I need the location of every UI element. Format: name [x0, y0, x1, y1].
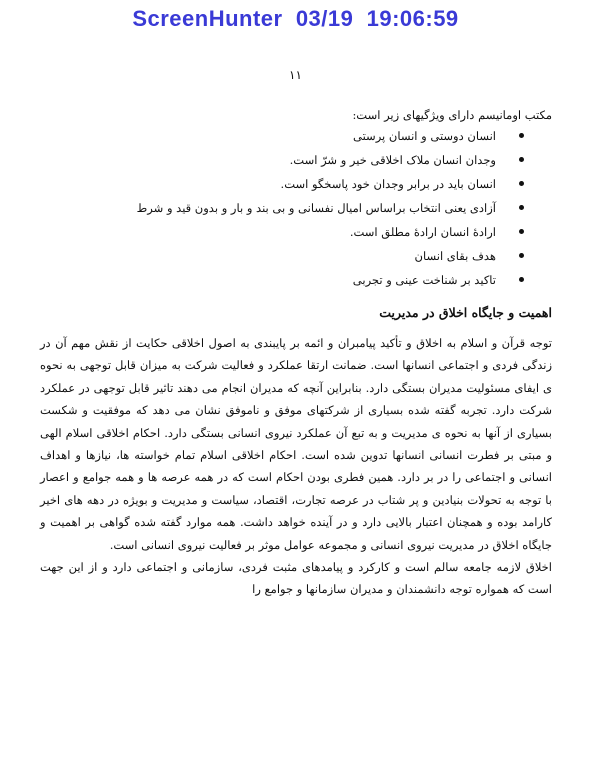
page-number: ۱۱	[289, 68, 302, 82]
bullet-item	[40, 200, 524, 216]
bullet-dot-icon	[519, 133, 524, 138]
screenhunter-timestamp-banner: ScreenHunter 03/19 19:06:59	[132, 6, 459, 31]
bullet-dot-icon	[519, 253, 524, 258]
feature-bullet-list	[40, 128, 552, 288]
bullet-item	[40, 248, 524, 264]
body-paragraph: توجه قرآن و اسلام به اخلاق و تأکید پیامبران و ائمه بر پایبندی به اصول اخلاقی حکایت از نقش مهم آن در زندگی فردی و اجتماعی انسانها است. ضمانت ارتقا عملکرد و فعالیت شرکت به میزان قابل توجهی به نحوه ی ایفای مسئولیت مدیران بستگی دارد. بنابراین آنچه که مدیران انجام می دهند تاثیر قابل توجهی در عملکرد شرکت دارد. تجربه گفته شده بسیاری از شرکتهای موفق و ناموفق نشان می دهد که موفقیت و شکست بسیاری از آنها به نحوه ی مدیریت و به تبع آن عملکرد نیروی انسانی بستگی دارد. احکام اخلاقی اسلام الهی و مبتی بر فطرت انسانی انسانها تدوین شده است. احکام اخلاقی اسلام تمام خواسته ها، نیازها و اهداف انسانی و اجتماعی را در بر دارد. همین فطری بودن احکام است که در همه عرصه ها و همه جوامع و اعصار با توجه به تحولات بنیادین و پر شتاب در عرصه تجارت، اقتصاد، سیاست و مدیریت و بویژه در دهه های اخیر کارامد بوده و همچنان اعتبار بالایی دارد و در آینده خواهد داشت. همه موارد گفته شده گواهی بر اهمیت و جایگاه اخلاق در مدیریت نیروی انسانی و مجموعه عوامل موثر بر فعالیت نیروی انسانی است.	[40, 336, 552, 552]
bullet-item	[40, 176, 524, 192]
bullet-text: تاکید بر شناخت عینی و تجربی	[352, 273, 496, 287]
bullet-item	[40, 152, 524, 168]
section-heading: اهمیت و جایگاه اخلاق در مدیریت	[379, 305, 552, 320]
bullet-item	[40, 272, 524, 288]
bullet-text: انسان باید در برابر وجدان خود پاسخگو است.	[280, 177, 496, 191]
bullet-text: وجدان انسان ملاک اخلاقی خیر و شرّ است.	[289, 153, 496, 167]
bullet-item	[40, 128, 524, 144]
bullet-dot-icon	[519, 277, 524, 282]
bullet-item	[40, 224, 524, 240]
bullet-text: انسان دوستی و انسان پرستی	[353, 129, 496, 143]
bullet-dot-icon	[519, 157, 524, 162]
document-body	[40, 106, 552, 601]
bullet-text: ارادهٔ انسان ارادهٔ مطلق است.	[349, 225, 496, 239]
bullet-dot-icon	[519, 229, 524, 234]
bullet-dot-icon	[519, 205, 524, 210]
bullet-text: آزادی یعنی انتخاب براساس امیال نفسانی و بی بند و بار و بدون قید و شرط	[136, 201, 496, 215]
bullet-text: هدف بقای انسان	[414, 249, 496, 263]
intro-line: مکتب اومانیسم دارای ویژگیهای زیر است:	[352, 108, 552, 122]
bullet-dot-icon	[519, 181, 524, 186]
body-paragraph: اخلاق لازمه جامعه سالم است و کارکرد و پیامدهای مثبت فردی، سازمانی و اجتماعی دارد و از این جهت است که همواره توجه دانشمندان و مدیران سازمانها و جوامع را	[40, 560, 552, 597]
